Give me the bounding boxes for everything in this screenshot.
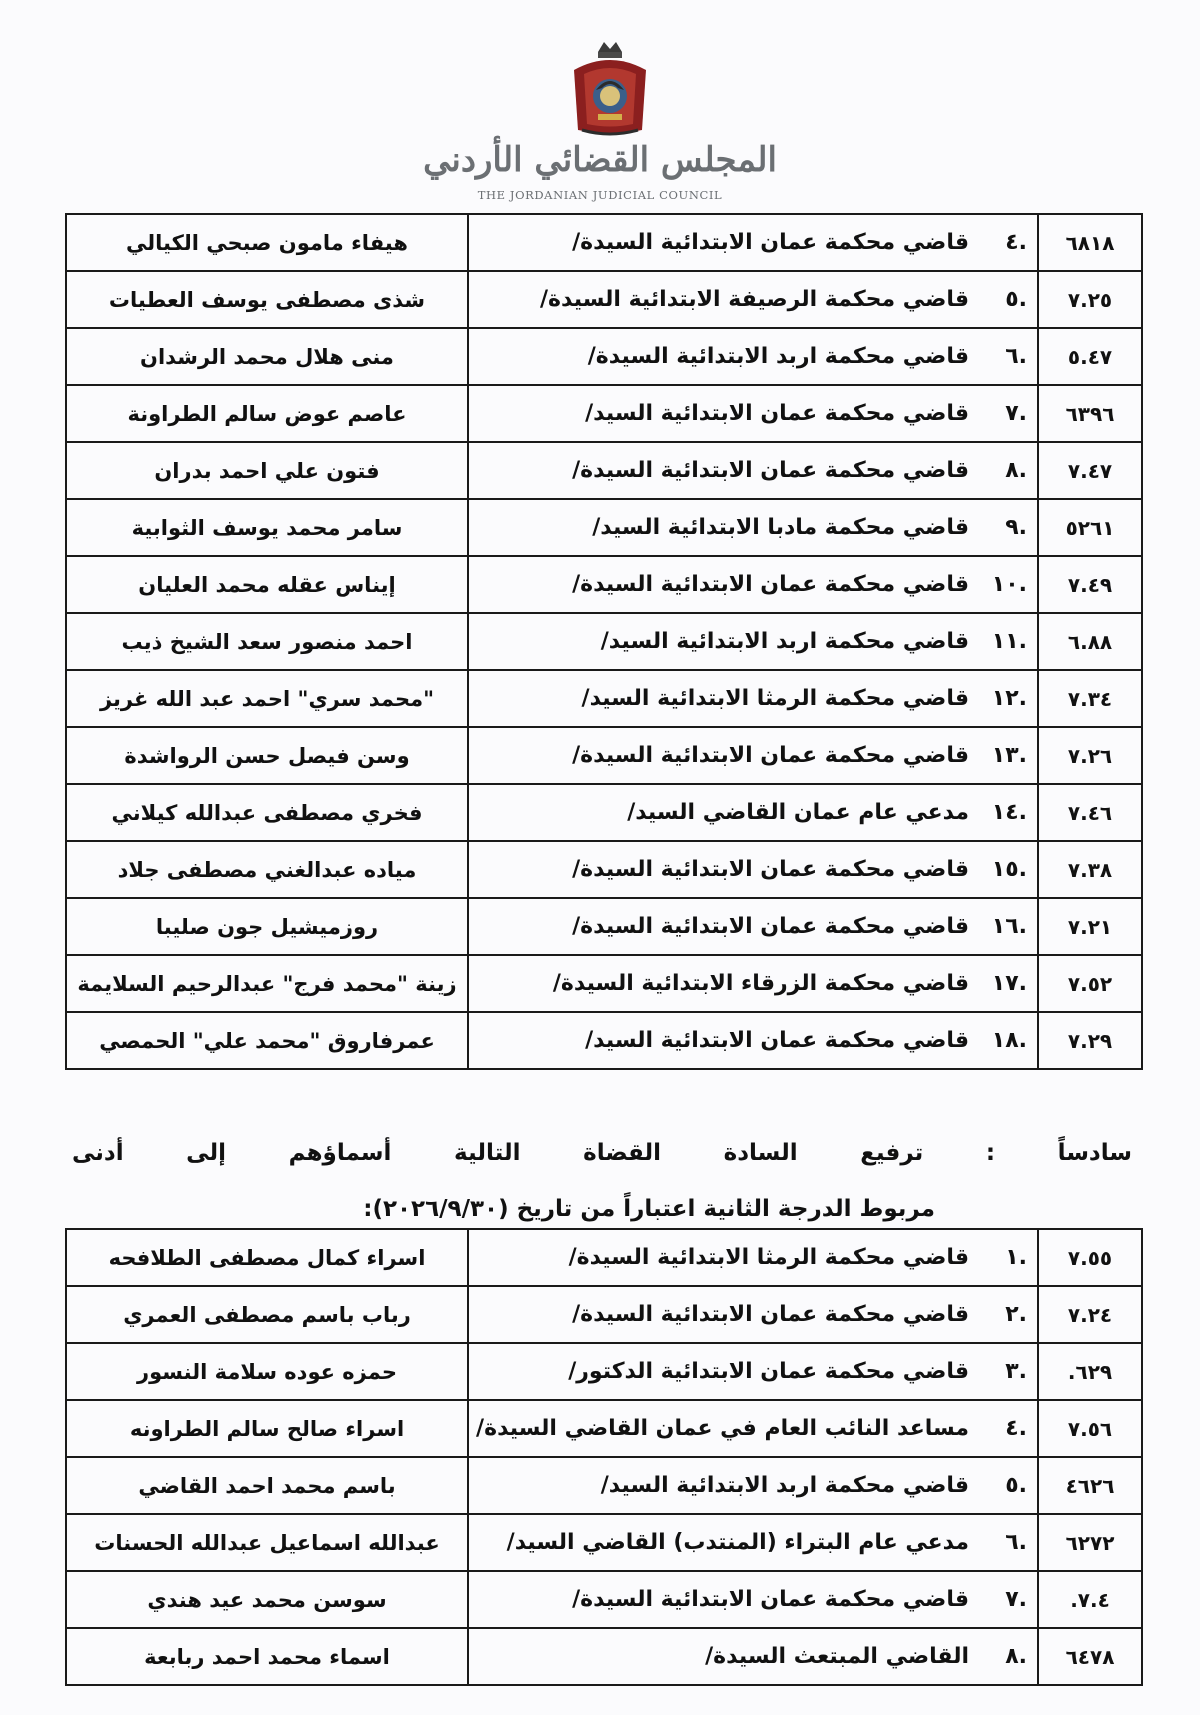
record-number: ٧.٣٨: [1038, 841, 1142, 898]
table-row: [66, 1571, 1142, 1628]
row-index: .٤: [1005, 230, 1027, 255]
table-row: [66, 271, 1142, 328]
judge-name: اسراء كمال مصطفى الطلافحه: [66, 1229, 468, 1286]
position-text: قاضي محكمة عمان الابتدائية السيدة/: [572, 857, 969, 882]
row-index: .١٤: [991, 800, 1027, 825]
section-paragraph-line-2: مربوط الدرجة الثانية اعتباراً من تاريخ (٢٠٢٦/٩/٣٠):: [363, 1196, 935, 1222]
table-row: [66, 727, 1142, 784]
position-cell: [468, 1514, 1038, 1571]
record-number: ٧.٥٥: [1038, 1229, 1142, 1286]
record-number: ٥.٤٧: [1038, 328, 1142, 385]
judge-name: منى هلال محمد الرشدان: [66, 328, 468, 385]
position-text: مساعد النائب العام في عمان القاضي السيدة/: [476, 1416, 969, 1441]
judge-name: سامر محمد يوسف الثوابية: [66, 499, 468, 556]
position-text: مدعي عام البتراء (المنتدب) القاضي السيد/: [506, 1530, 969, 1555]
judge-name: وسن فيصل حسن الرواشدة: [66, 727, 468, 784]
position-text: قاضي محكمة مادبا الابتدائية السيد/: [592, 515, 969, 540]
position-text: قاضي محكمة عمان الابتدائية السيدة/: [572, 230, 969, 255]
row-index: .٦: [1005, 1530, 1027, 1555]
table-row: [66, 613, 1142, 670]
judge-name: سوسن محمد عيد هندي: [66, 1571, 468, 1628]
table-row: [66, 556, 1142, 613]
record-number: ٦٨١٨: [1038, 214, 1142, 271]
position-text: قاضي محكمة عمان الابتدائية السيدة/: [572, 743, 969, 768]
record-number: ٧.٤٧: [1038, 442, 1142, 499]
row-index: .١١: [991, 629, 1027, 654]
judge-name: "محمد سري" احمد عبد الله غريز: [66, 670, 468, 727]
record-number: ٧.٢١: [1038, 898, 1142, 955]
table-row: [66, 214, 1142, 271]
row-index: .٧: [1005, 1587, 1027, 1612]
judges-table-1: [65, 213, 1143, 1070]
position-text: قاضي محكمة عمان الابتدائية السيدة/: [572, 1587, 969, 1612]
record-number: ٧.٥٦: [1038, 1400, 1142, 1457]
judge-name: زينة "محمد فرج" عبدالرحيم السلايمة: [66, 955, 468, 1012]
table-row: [66, 499, 1142, 556]
row-index: .١٣: [991, 743, 1027, 768]
judge-name: هيفاء مامون صبحي الكيالي: [66, 214, 468, 271]
position-cell: [468, 556, 1038, 613]
position-cell: [468, 898, 1038, 955]
judge-name: اسراء صالح سالم الطراونه: [66, 1400, 468, 1457]
position-text: قاضي محكمة عمان الابتدائية السيدة/: [572, 572, 969, 597]
judge-name: عاصم عوض سالم الطراونة: [66, 385, 468, 442]
row-index: .١٠: [991, 572, 1027, 597]
record-number: ٥٢٦١: [1038, 499, 1142, 556]
record-number: ٦٤٧٨: [1038, 1628, 1142, 1685]
judge-name: احمد منصور سعد الشيخ ذيب: [66, 613, 468, 670]
table-row: [66, 898, 1142, 955]
position-cell: [468, 442, 1038, 499]
table-row: [66, 442, 1142, 499]
table-row: [66, 1229, 1142, 1286]
row-index: .٥: [1005, 287, 1027, 312]
section-paragraph-line-1: سادساً : ترفيع السادة القضاة التالية أسماؤهم إلى أدنى: [72, 1140, 1132, 1166]
record-number: ٧.٤.: [1038, 1571, 1142, 1628]
row-index: .١٧: [991, 971, 1027, 996]
record-number: ٧.٣٤: [1038, 670, 1142, 727]
table-row: [66, 328, 1142, 385]
position-text: قاضي محكمة الرمثا الابتدائية السيد/: [581, 686, 969, 711]
row-index: .١: [1005, 1245, 1027, 1270]
row-index: .٧: [1005, 401, 1027, 426]
row-index: .٨: [1005, 458, 1027, 483]
position-text: مدعي عام عمان القاضي السيد/: [627, 800, 969, 825]
position-text: قاضي محكمة الرصيفة الابتدائية السيدة/: [540, 287, 969, 312]
position-text: قاضي محكمة اربد الابتدائية السيد/: [600, 1473, 969, 1498]
judge-name: عمرفاروق "محمد علي" الحمصي: [66, 1012, 468, 1069]
row-index: .١٢: [991, 686, 1027, 711]
table-row: [66, 841, 1142, 898]
record-number: ٦٣٩٦: [1038, 385, 1142, 442]
position-text: قاضي محكمة الزرقاء الابتدائية السيدة/: [552, 971, 969, 996]
position-cell: [468, 727, 1038, 784]
record-number: ٧.٤٦: [1038, 784, 1142, 841]
row-index: .١٨: [991, 1028, 1027, 1053]
council-english-title: THE JORDANIAN JUDICIAL COUNCIL: [477, 188, 723, 202]
judge-name: حمزه عوده سلامة النسور: [66, 1343, 468, 1400]
table-row: [66, 1400, 1142, 1457]
position-text: قاضي محكمة اربد الابتدائية السيدة/: [587, 344, 969, 369]
row-index: .٩: [1005, 515, 1027, 540]
row-index: .٣: [1005, 1359, 1027, 1384]
record-number: ٦.٨٨: [1038, 613, 1142, 670]
position-cell: [468, 1571, 1038, 1628]
position-cell: [468, 841, 1038, 898]
table-row: [66, 670, 1142, 727]
position-cell: [468, 1457, 1038, 1514]
record-number: ٧.٢٩: [1038, 1012, 1142, 1069]
record-number: ٧.٤٩: [1038, 556, 1142, 613]
position-text: قاضي محكمة عمان الابتدائية الدكتور/: [568, 1359, 969, 1384]
letterhead: [0, 28, 1200, 202]
position-cell: [468, 499, 1038, 556]
position-cell: [468, 784, 1038, 841]
row-index: .٦: [1005, 344, 1027, 369]
position-cell: [468, 328, 1038, 385]
judge-name: رباب باسم مصطفى العمري: [66, 1286, 468, 1343]
position-cell: [468, 1286, 1038, 1343]
position-text: قاضي محكمة اربد الابتدائية السيد/: [600, 629, 969, 654]
position-cell: [468, 1343, 1038, 1400]
position-cell: [468, 271, 1038, 328]
position-cell: [468, 214, 1038, 271]
jordan-coat-of-arms-icon: [560, 38, 660, 138]
table-row: [66, 385, 1142, 442]
table-row: [66, 1343, 1142, 1400]
record-number: ٦٢٧٢: [1038, 1514, 1142, 1571]
row-index: .١٥: [991, 857, 1027, 882]
table-row: [66, 955, 1142, 1012]
judges-table-2: [65, 1228, 1143, 1686]
record-number: ٧.٢٥: [1038, 271, 1142, 328]
judge-name: عبدالله اسماعيل عبدالله الحسنات: [66, 1514, 468, 1571]
table-row: [66, 784, 1142, 841]
row-index: .٥: [1005, 1473, 1027, 1498]
position-text: قاضي محكمة عمان الابتدائية السيدة/: [572, 1302, 969, 1327]
position-cell: [468, 1400, 1038, 1457]
judge-name: اسماء محمد احمد ربابعة: [66, 1628, 468, 1685]
row-index: .٨: [1005, 1644, 1027, 1669]
record-number: ٧.٥٢: [1038, 955, 1142, 1012]
position-cell: [468, 1012, 1038, 1069]
position-cell: [468, 1628, 1038, 1685]
judge-name: مياده عبدالغني مصطفى جلاد: [66, 841, 468, 898]
judge-name: فخري مصطفى عبدالله كيلاني: [66, 784, 468, 841]
row-index: .٢: [1005, 1302, 1027, 1327]
record-number: ٧.٢٤: [1038, 1286, 1142, 1343]
position-text: القاضي المبتعث السيدة/: [705, 1644, 969, 1669]
judge-name: شذى مصطفى يوسف العطيات: [66, 271, 468, 328]
position-cell: [468, 613, 1038, 670]
council-arabic-title: المجلس القضائي الأردني: [423, 140, 777, 180]
position-text: قاضي محكمة عمان الابتدائية السيدة/: [572, 914, 969, 939]
table-row: [66, 1286, 1142, 1343]
position-text: قاضي محكمة عمان الابتدائية السيد/: [585, 1028, 969, 1053]
position-text: قاضي محكمة الرمثا الابتدائية السيدة/: [568, 1245, 969, 1270]
judge-name: إيناس عقله محمد العليان: [66, 556, 468, 613]
table-row: [66, 1457, 1142, 1514]
position-cell: [468, 670, 1038, 727]
judge-name: فتون علي احمد بدران: [66, 442, 468, 499]
table-row: [66, 1012, 1142, 1069]
position-cell: [468, 1229, 1038, 1286]
judge-name: روزميشيل جون صليبا: [66, 898, 468, 955]
record-number: ٦٢٩.: [1038, 1343, 1142, 1400]
table-row: [66, 1514, 1142, 1571]
position-cell: [468, 955, 1038, 1012]
row-index: .١٦: [991, 914, 1027, 939]
judge-name: باسم محمد احمد القاضي: [66, 1457, 468, 1514]
record-number: ٤٦٢٦: [1038, 1457, 1142, 1514]
position-text: قاضي محكمة عمان الابتدائية السيد/: [585, 401, 969, 426]
position-text: قاضي محكمة عمان الابتدائية السيدة/: [572, 458, 969, 483]
row-index: .٤: [1005, 1416, 1027, 1441]
position-cell: [468, 385, 1038, 442]
table-row: [66, 1628, 1142, 1685]
record-number: ٧.٢٦: [1038, 727, 1142, 784]
